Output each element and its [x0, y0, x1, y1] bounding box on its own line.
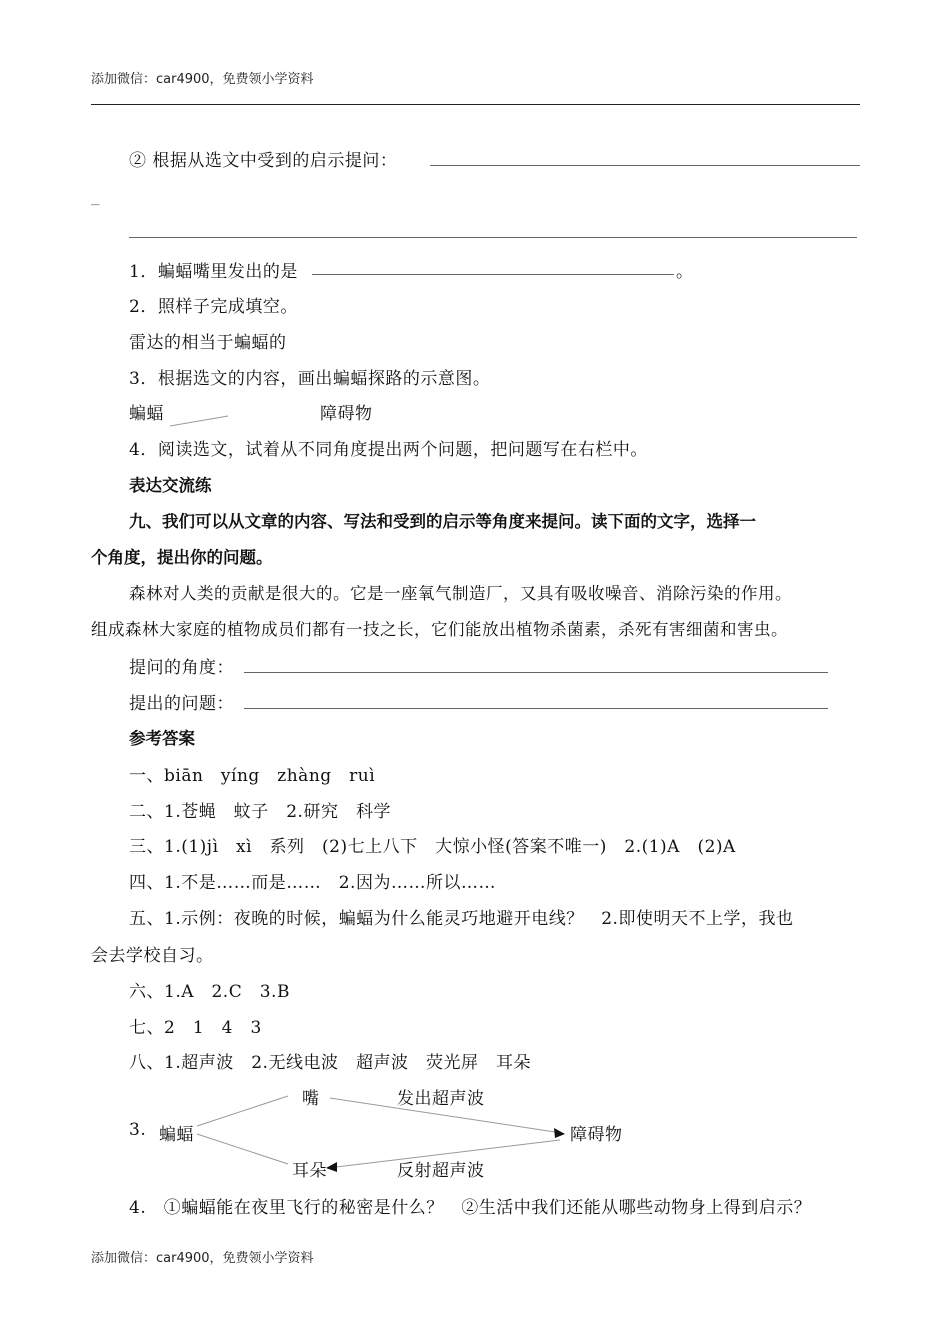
diagram-obstacle: 障碍物 — [570, 1125, 623, 1145]
angle-label: 提问的角度： — [129, 658, 234, 678]
q3-bat-label: 蝙蝠 — [129, 404, 164, 424]
diagram-number: 3. — [129, 1120, 147, 1140]
answer-4: 四、1.不是……而是…… 2.因为……所以…… — [129, 873, 496, 893]
answer-5-line2: 会去学校自习。 — [91, 946, 214, 966]
q3-obstacle-label: 障碍物 — [320, 404, 373, 424]
footer-text: 添加微信：car4900，免费领小学资料 — [91, 1251, 314, 1266]
answer-5-line1: 五、1.示例：夜晚的时候，蝙蝠为什么能灵巧地避开电线？ 2.即使明天不上学，我也 — [129, 909, 794, 929]
arrowhead-icon — [326, 1162, 337, 1172]
question-9-line2: 个角度，提出你的问题。 — [91, 548, 273, 567]
diagram-mouth: 嘴 — [302, 1089, 320, 1109]
diagram-reflect-label: 反射超声波 — [397, 1161, 485, 1181]
question-4: 4．阅读选文，试着从不同角度提出两个问题，把问题写在右栏中。 — [129, 440, 648, 460]
answer-7: 七、2 1 4 3 — [129, 1018, 262, 1038]
passage-line1: 森林对人类的贡献是很大的。它是一座氧气制造厂，又具有吸收噪音、消除污染的作用。 — [129, 584, 792, 603]
question-9-line1: 九、我们可以从文章的内容、写法和受到的启示等角度来提问。读下面的文字，选择一 — [129, 512, 756, 531]
diagram-ear: 耳朵 — [292, 1161, 327, 1181]
obstacle-to-ear-line — [336, 1140, 560, 1167]
answer-2: 二、1.苍蝇 蚊子 2.研究 科学 — [129, 802, 391, 822]
bat-to-ear-line — [197, 1134, 288, 1164]
answer-3: 三、1.(1)jì xì 系列 (2)七上八下 大惊小怪(答案不唯一) 2.(1)A (2)A — [129, 837, 736, 857]
question-prompt-line: ② 根据从选文中受到的启示提问： — [129, 151, 398, 171]
arrowhead-icon — [554, 1128, 565, 1138]
question-1-end: 。 — [676, 262, 694, 282]
blank-dash: _ — [91, 186, 100, 206]
question-1: 1．蝙蝠嘴里发出的是 — [129, 262, 298, 282]
answer-8-4: 4. ①蝙蝠能在夜里飞行的秘密是什么？ ②生活中我们还能从哪些动物身上得到启示？ — [129, 1198, 812, 1218]
mouth-to-obstacle-line — [330, 1098, 555, 1132]
q3-sketch-line — [170, 416, 228, 426]
answer-1: 一、biān yíng zhàng ruì — [129, 766, 376, 786]
answer-8: 八、1.超声波 2.无线电波 超声波 荧光屏 耳朵 — [129, 1053, 531, 1073]
passage-line2: 组成森林大家庭的植物成员们都有一技之长，它们能放出植物杀菌素，杀死有害细菌和害虫。 — [91, 620, 788, 639]
bat-to-mouth-line — [197, 1096, 288, 1126]
diagram-bat: 蝙蝠 — [159, 1125, 194, 1145]
question-2: 2．照样子完成填空。 — [129, 297, 298, 317]
question-label: 提出的问题： — [129, 694, 234, 714]
answer-6: 六、1.A 2.C 3.B — [129, 982, 290, 1002]
question-2-sub: 雷达的相当于蝙蝠的 — [129, 333, 287, 353]
section-title: 表达交流练 — [129, 476, 212, 495]
question-3: 3．根据选文的内容，画出蝙蝠探路的示意图。 — [129, 369, 491, 389]
diagram-emit-label: 发出超声波 — [397, 1089, 485, 1109]
header-text: 添加微信：car4900，免费领小学资料 — [91, 72, 314, 87]
answers-title: 参考答案 — [129, 729, 195, 748]
